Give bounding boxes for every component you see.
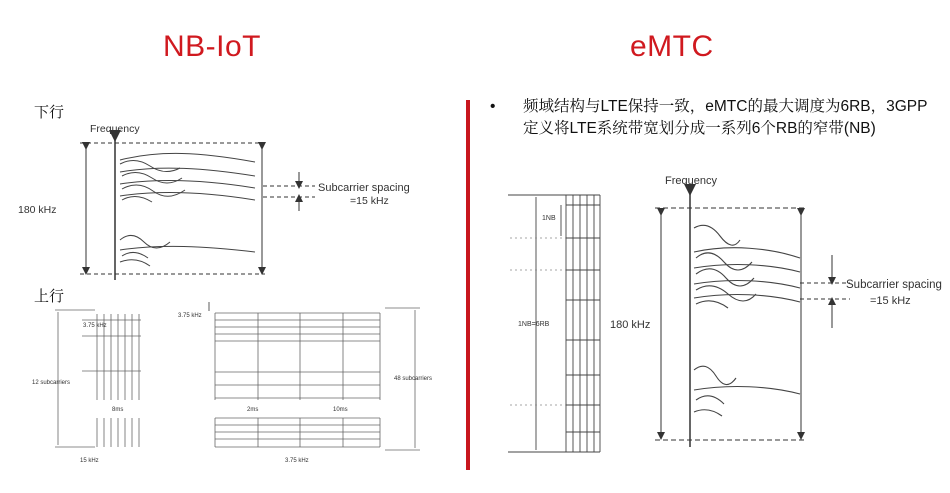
nbiot-title: NB-IoT [163, 30, 262, 63]
uplink-label: 上行 [34, 288, 65, 305]
emtc-narrowband-figure [508, 195, 650, 452]
ul-large-bottom-label: 3.75 kHz [285, 458, 309, 464]
nb-side-label: 1NB=6RB [518, 321, 550, 328]
nbiot-downlink-figure [18, 123, 410, 280]
nbiot-uplink-figure [32, 302, 432, 464]
emtc-frequency-label: Frequency [665, 175, 717, 187]
ul-small-side-label: 12 subcarriers [32, 380, 71, 386]
ul-small-top-label: 3.75 kHz [83, 323, 107, 329]
bullet-dot: • [490, 98, 496, 115]
dl-subcarrier-value: =15 kHz [350, 195, 389, 207]
nb-bandwidth-label: 180 kHz [610, 319, 651, 331]
emtc-subcarrier-waves [694, 225, 800, 416]
ul-large-grid [215, 308, 420, 450]
emtc-spectrum-figure [655, 175, 942, 447]
emtc-subcarrier-label: Subcarrier spacing [846, 279, 942, 291]
ul-large-under-label-2: 10ms [333, 407, 348, 413]
ul-large-side-label: 48 subcarriers [394, 376, 433, 382]
ul-large-under-label-1: 2ms [247, 407, 259, 413]
ul-small-bottom-label: 15 kHz [80, 458, 99, 464]
dl-bandwidth-label: 180 kHz [18, 204, 57, 216]
nb-inner-label: 1NB [542, 215, 556, 222]
ul-small-under-label: 8ms [112, 407, 124, 413]
emtc-title: eMTC [630, 30, 714, 63]
emtc-subcarrier-value: =15 kHz [870, 295, 911, 307]
emtc-bullet-text: 频域结构与LTE保持一致，eMTC的最大调度为6RB，3GPP定义将LTE系统带宽划分成一系列6个RB的窄带(NB) [523, 98, 928, 137]
ul-small-grid [55, 310, 141, 447]
downlink-label: 下行 [34, 104, 65, 121]
dl-subcarrier-waves [120, 153, 255, 266]
ul-large-top-label: 3.75 kHz [178, 313, 202, 319]
dl-subcarrier-label: Subcarrier spacing [318, 182, 410, 194]
dl-frequency-label: Frequency [90, 123, 140, 135]
